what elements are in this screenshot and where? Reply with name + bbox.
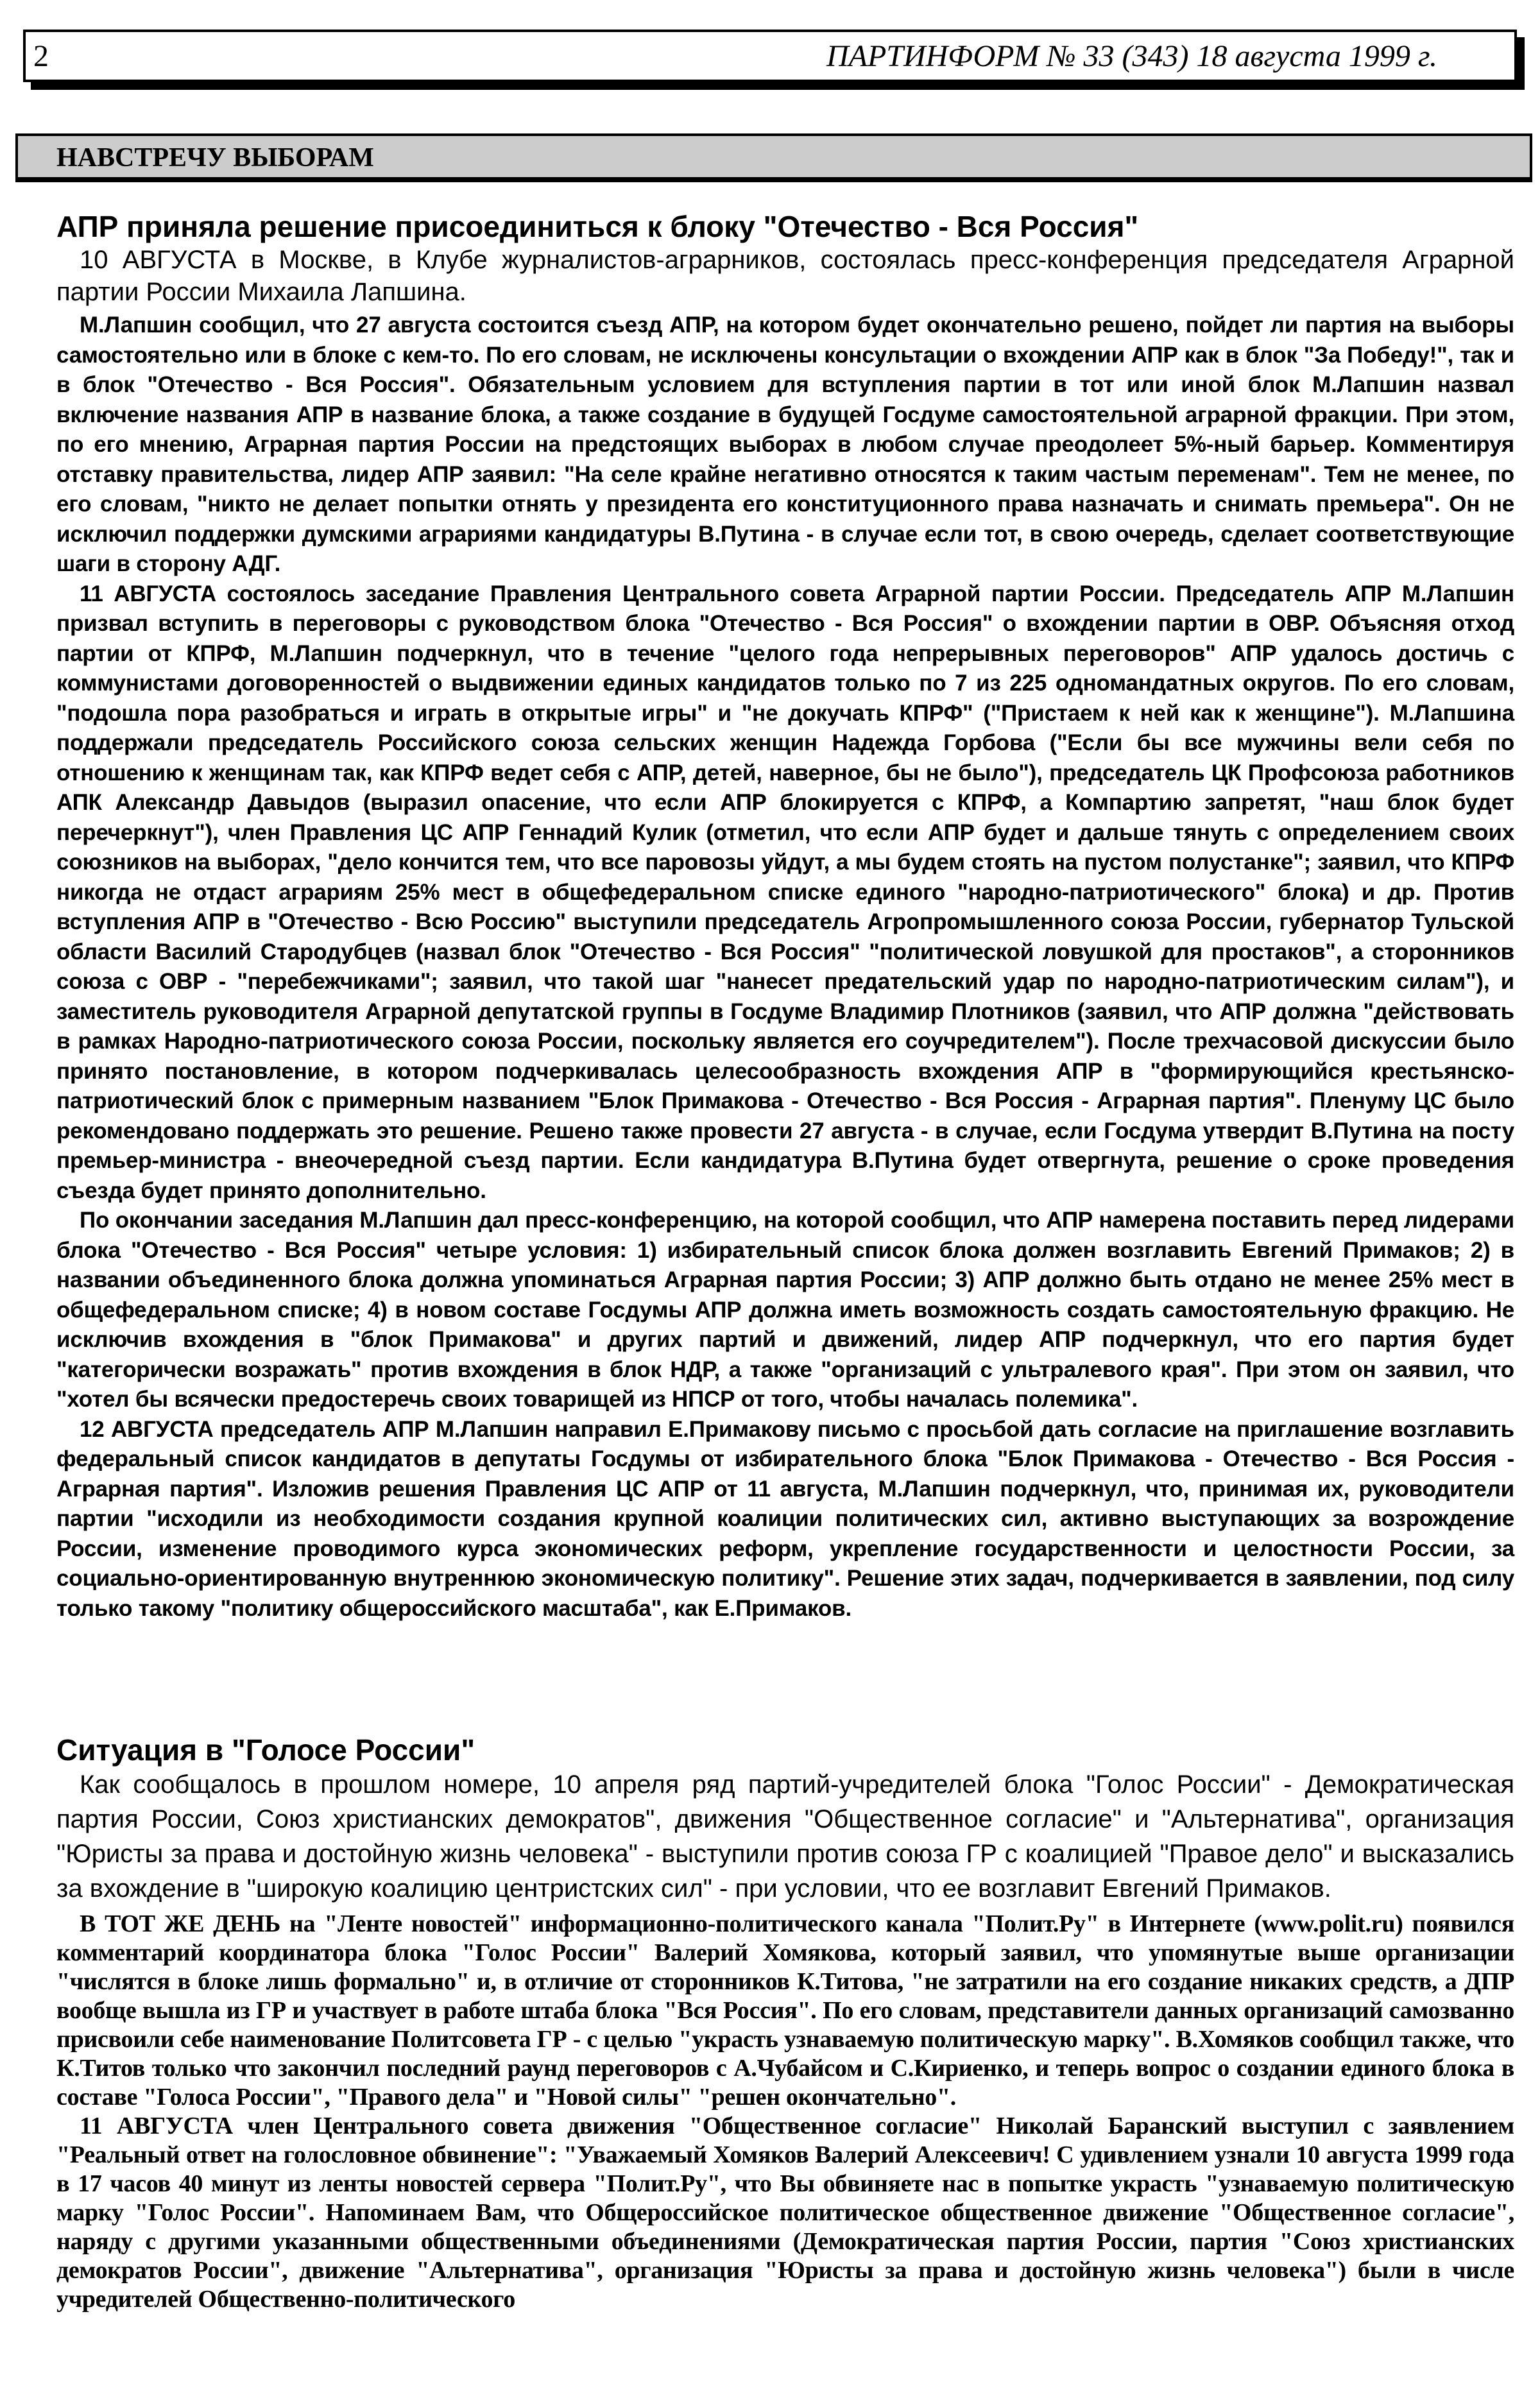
- issue-title: ПАРТИНФОРМ № 33 (343) 18 августа 1999 г.: [826, 39, 1437, 73]
- page-number: 2: [33, 39, 49, 73]
- rubric-title: НАВСТРЕЧУ ВЫБОРАМ: [56, 143, 374, 173]
- article-title: Ситуация в "Голосе России": [56, 1733, 475, 1767]
- rubric-bar: [15, 133, 1532, 182]
- article-title: АПР приняла решение присоединиться к блоку "Отечество - Вся Россия": [56, 210, 1139, 243]
- article-lead: Как сообщалось в прошлом номере, 10 апреля ряд партий-учредителей блока "Голос России" - Демократическая партия России, Союз христианских демократов", движения "Общественное согласие" и "Альтернатива", организация "Юристы за права и достойную жизнь человека" - выступили против союза ГР с коалицией "Правое дело" и высказались за вхождение в "широкую коалицию центристских сил" - при условии, что ее возглавит Евгений Примаков.: [56, 1770, 1514, 1903]
- article-lead: 10 АВГУСТА в Москве, в Клубе журналистов-аграрников, состоялась пресс-конференция председателя Аграрной партии России Михаила Лапшина.: [56, 246, 1514, 306]
- article-golos-rossii: [56, 1733, 1514, 2314]
- article-apr: [56, 209, 1514, 1624]
- page-header: [23, 30, 1517, 82]
- article-paragraph: 11 АВГУСТА состоялось заседание Правления Центрального совета Аграрной партии России. Председатель АПР М.Лапшин призвал вступить в переговоры с руководством блока "Отечество - Вся Россия" о вхождении партии в ОВР. Объясняя отход партии от КПРФ, М.Лапшин подчеркнул, что в течение "целого года непрерывных переговоров" АПР удалось достичь с коммунистами договоренностей о выдвижении единых кандидатов только по 7 из 225 одномандатных округов. По его словам, "подошла пора разобраться и играть в открытые игры" и "не докучать КПРФ" ("Пристаем к ней как к женщине"). М.Лапшина поддержали председатель Российского союза сельских женщин Надежда Горбова ("Если бы все мужчины вели себя по отношению к женщинам так, как КПРФ ведет себя с АПР, детей, наверное, бы не было"), председатель ЦК Профсоюза работников АПК Александр Давыдов (выразил опасение, что если АПР блокируется с КПРФ, а Компартию запретят, "наш блок будет перечеркнут"), член Правления ЦС АПР Геннадий Кулик (отметил, что если АПР будет и дальше тянуть с определением своих союзников на выборах, "дело кончится тем, что все паровозы уйдут, а мы будем стоять на пустом полустанке"; заявил, что КПРФ никогда не отдаст аграриям 25% мест в общефедеральном списке единого "народно-патриотического" блока) и др. Против вступления АПР в "Отечество - Всю Россию" выступили председатель Агропромышленного союза России, губернатор Тульской области Василий Стародубцев (назвал блок "Отечество - Вся Россия" "политической ловушкой для простаков", а сторонников союза с ОВР - "перебежчиками"; заявил, что такой шаг "нанесет предательский удар по народно-патриотическим силам"), и заместитель руководителя Аграрной депутатской группы в Госдуме Владимир Плотников (заявил, что АПР должна "действовать в рамках Народно-патриотического союза России, поскольку является его соучредителем"). После трехчасовой дискуссии было принято постановление, в котором подчеркивалась целесообразность вхождения АПР в "формирующийся крестьянско-патриотический блок с примерным названием "Блок Примакова - Отечество - Вся Россия - Аграрная партия". Пленуму ЦС было рекомендовано поддержать это решение. Решено также провести 27 августа - в случае, если Госдума утвердит В.Путина на посту премьер-министра - внеочередной съезд партии. Если кандидатура В.Путина будет отвергнута, решение о сроке проведения съезда будет принято дополнительно.: [56, 581, 1514, 1203]
- article-paragraph: 11 АВГУСТА член Центрального совета движения "Общественное согласие" Николай Баранский выступил с заявлением "Реальный ответ на голословное обвинение": "Уважаемый Хомяков Валерий Алексеевич! С удивлением узнали 10 августа 1999 года в 17 часов 40 минут из ленты новостей сервера "Полит.Ру", что Вы обвиняете нас в попытке украсть "узнаваемую политическую марку "Голос России". Напоминаем Вам, что Общероссийское политическое общественное движение "Общественное согласие", наряду с другими указанными общественными объединениями (Демократическая партия России, партия "Союз христианских демократов России", движение "Альтернатива", организация "Юристы за права и достойную жизнь человека") были в числе учредителей Общественно-политического: [56, 2112, 1514, 2313]
- article-paragraph: По окончании заседания М.Лапшин дал пресс-конференцию, на которой сообщил, что АПР намерена поставить перед лидерами блока "Отечество - Вся Россия" четыре условия: 1) избирательный список блока должен возглавить Евгений Примаков; 2) в названии объединенного блока должна упоминаться Аграрная партия России; 3) АПР должно быть отдано не менее 25% мест в общефедеральном списке; 4) в новом составе Госдумы АПР должна иметь возможность создать самостоятельную фракцию. Не исключив вхождения в "блок Примакова" и других партий и движений, лидер АПР подчеркнул, что его партия будет "категорически возражать" против вхождения в блок НДР, а также "организаций с ультралевого края". При этом он заявил, что "хотел бы всячески предостеречь своих товарищей из НПСР от того, чтобы началась полемика".: [56, 1208, 1514, 1412]
- article-paragraph: 12 АВГУСТА председатель АПР М.Лапшин направил Е.Примакову письмо с просьбой дать согласие на приглашение возглавить федеральный список кандидатов в депутаты Госдумы от избирательного блока "Блок Примакова - Отечество - Вся Россия - Аграрная партия". Изложив решения Правления ЦС АПР от 11 августа, М.Лапшин подчеркнул, что, принимая их, руководители партии "исходили из необходимости создания крупной коалиции политических сил, активно выступающих за возрождение России, изменение проводимого курса экономических реформ, укрепление государственности и целостности России, за социально-ориентированную внутреннюю экономическую политику". Решение этих задач, подчеркивается в заявлении, под силу только такому "политику общероссийского масштаба", как Е.Примаков.: [56, 1416, 1514, 1621]
- article-paragraph: М.Лапшин сообщил, что 27 августа состоится съезд АПР, на котором будет окончательно решено, пойдет ли партия на выборы самостоятельно или в блоке с кем-то. По его словам, не исключены консультации о вхождении АПР как в блок "За Победу!", так и в блок "Отечество - Вся Россия". Обязательным условием для вступления партии в тот или иной блок М.Лапшин назвал включение названия АПР в название блока, а также создание в будущей Госдуме самостоятельной аграрной фракции. При этом, по его мнению, Аграрная партия России на предстоящих выборах в любом случае преодолеет 5%-ный барьер. Комментируя отставку правительства, лидер АПР заявил: "На селе крайне негативно относятся к таким частым переменам". Тем не менее, по его словам, "никто не делает попытки отнять у президента его конституционного права назначать и снимать премьера". Он не исключил поддержки думскими аграриями кандидатуры В.Путина - в случае если тот, в свою очередь, сделает соответствующие шаги в сторону АДГ.: [56, 313, 1514, 576]
- article-paragraph: В ТОТ ЖЕ ДЕНЬ на "Ленте новостей" информационно-политического канала "Полит.Ру" в Интернете (www.polit.ru) появился комментарий координатора блока "Голос России" Валерий Хомякова, который заявил, что упомянутые выше организации "числятся в блоке лишь формально" и, в отличие от сторонников К.Титова, "не затратили на его создание никаких средств, а ДПР вообще вышла из ГР и участвует в работе штаба блока "Вся Россия". По его словам, представители данных организаций самозванно присвоили себе наименование Политсовета ГР - с целью "украсть узнаваемую политическую марку". В.Хомяков сообщил также, что К.Титов только что закончил последний раунд переговоров с А.Чубайсом и С.Кириенко, и теперь вопрос о создании единого блока в составе "Голоса России", "Правого дела" и "Новой силы" "решен окончательно".: [56, 1910, 1514, 2111]
